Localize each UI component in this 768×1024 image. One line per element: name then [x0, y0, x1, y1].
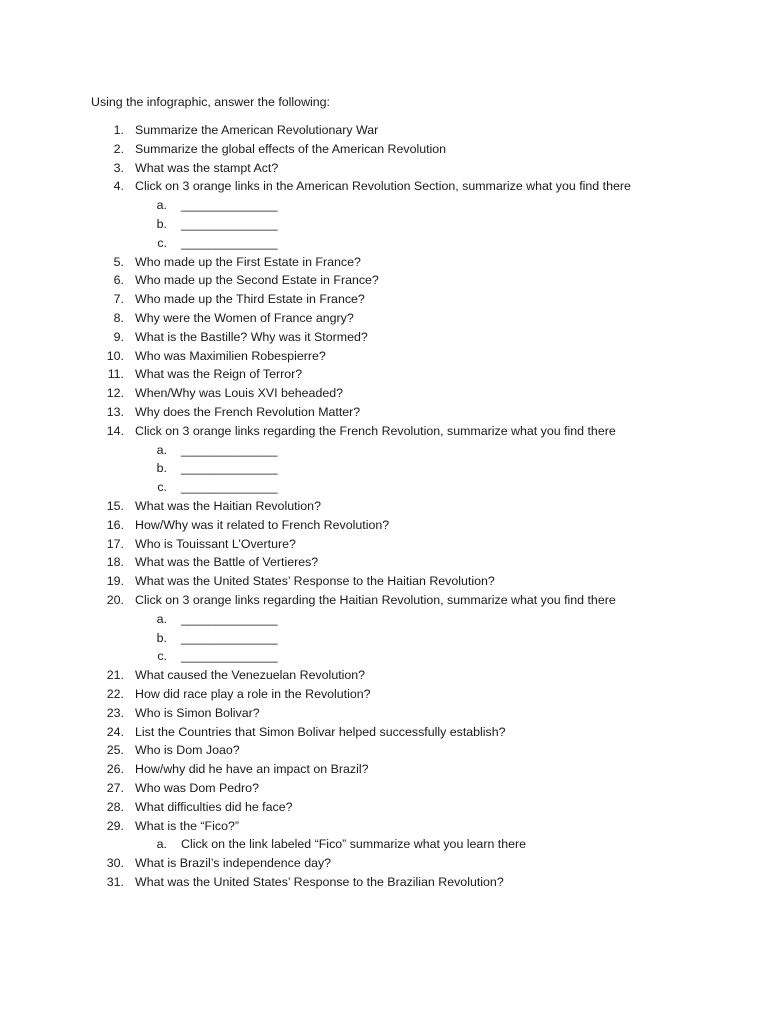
question-number: 22.	[106, 687, 124, 701]
question-number: 6.	[113, 273, 124, 288]
question-number: 2.	[113, 141, 124, 156]
question-number: 12.	[106, 386, 124, 401]
sub-item-label: a.	[156, 442, 167, 457]
question-text: What caused the Venezuelan Revolution?	[135, 668, 366, 683]
answer-blank: ______________	[181, 480, 278, 495]
sub-item-label: c.	[157, 235, 167, 250]
question-number: 9.	[113, 329, 124, 344]
sub-item-label: c.	[157, 480, 167, 495]
question-number: 26.	[106, 762, 124, 777]
question-text: Why does the French Revolution Matter?	[135, 405, 361, 419]
question-text: Who is Dom Joao?	[135, 743, 240, 758]
sub-item-label: c.	[157, 649, 167, 664]
question-text: Who made up the Third Estate in France?	[135, 292, 365, 307]
question-number: 11.	[107, 367, 124, 382]
question-number: 13.	[106, 405, 124, 419]
question-text: What difficulties did he face?	[135, 799, 293, 814]
sub-item-text: Click on the link labeled “Fico” summarize what you learn there	[181, 837, 527, 852]
question-text: Who was Maximilien Robespierre?	[135, 348, 326, 363]
answer-blank: ______________	[181, 611, 278, 626]
sub-item-label: a.	[156, 837, 167, 852]
question-text: Who made up the First Estate in France?	[135, 254, 361, 269]
question-number: 15.	[106, 499, 124, 513]
question-text: What was the stampt Act?	[135, 160, 279, 175]
answer-blank: ______________	[181, 649, 278, 664]
question-number: 7.	[113, 292, 124, 307]
question-text: Who is Simon Bolivar?	[135, 705, 260, 720]
question-number: 28.	[106, 799, 124, 814]
question-text: Summarize the American Revolutionary War	[135, 123, 379, 137]
question-number: 21.	[106, 668, 124, 683]
question-number: 27.	[106, 781, 124, 795]
sub-item-label: a.	[156, 198, 167, 213]
question-text: What is the “Fico?”	[135, 818, 239, 833]
question-number: 19.	[106, 574, 124, 589]
question-text: What was the Reign of Terror?	[135, 367, 303, 382]
worksheet-instructions: Using the infographic, answer the following:	[91, 95, 330, 109]
question-number: 3.	[113, 160, 124, 175]
question-number: 31.	[106, 875, 124, 889]
question-text: Who is Touissant L’Overture?	[135, 536, 296, 551]
question-text: Click on 3 orange links in the American Revolution Section, summarize what you find there	[135, 179, 631, 194]
question-number: 1.	[113, 123, 124, 137]
question-number: 8.	[113, 311, 124, 325]
question-number: 30.	[106, 856, 124, 871]
answer-blank: ______________	[181, 198, 278, 213]
question-number: 14.	[106, 423, 124, 438]
question-text: Who was Dom Pedro?	[135, 781, 259, 795]
question-number: 25.	[106, 743, 124, 758]
question-text: What is Brazil’s independence day?	[135, 856, 332, 871]
question-number: 16.	[106, 517, 124, 532]
question-number: 24.	[106, 724, 124, 739]
question-text: Click on 3 orange links regarding the French Revolution, summarize what you find there	[135, 423, 616, 438]
question-number: 18.	[106, 555, 124, 570]
question-number: 23.	[106, 705, 124, 720]
question-text: What was the United States’ Response to the Brazilian Revolution?	[135, 875, 504, 889]
question-number: 5.	[113, 254, 124, 269]
question-text: What was the United States’ Response to the Haitian Revolution?	[135, 574, 495, 589]
question-text: How did race play a role in the Revolution?	[135, 687, 371, 701]
question-text: Why were the Women of France angry?	[135, 311, 354, 325]
sub-item-label: b.	[156, 461, 167, 476]
question-number: 17.	[106, 536, 124, 551]
question-number: 4.	[113, 179, 124, 194]
question-text: What was the Haitian Revolution?	[135, 499, 321, 513]
sub-item-label: b.	[156, 217, 167, 231]
question-text: What was the Battle of Vertieres?	[135, 555, 319, 570]
question-text: How/why did he have an impact on Brazil?	[135, 762, 369, 777]
answer-blank: ______________	[181, 235, 278, 250]
answer-blank: ______________	[181, 630, 278, 645]
answer-blank: ______________	[181, 442, 278, 457]
question-number: 10.	[106, 348, 124, 363]
question-text: Click on 3 orange links regarding the Haitian Revolution, summarize what you find there	[135, 593, 616, 607]
sub-item-label: b.	[156, 630, 167, 645]
question-number: 29.	[106, 818, 124, 833]
question-text: When/Why was Louis XVI beheaded?	[135, 386, 344, 401]
sub-item-label: a.	[156, 611, 167, 626]
question-text: What is the Bastille? Why was it Stormed?	[135, 329, 368, 344]
question-text: List the Countries that Simon Bolivar helped successfully establish?	[135, 724, 506, 739]
question-text: Summarize the global effects of the American Revolution	[135, 141, 447, 156]
question-text: How/Why was it related to French Revolution?	[135, 517, 390, 532]
answer-blank: ______________	[181, 217, 278, 231]
question-number: 20.	[106, 593, 124, 607]
question-text: Who made up the Second Estate in France?	[135, 273, 379, 288]
answer-blank: ______________	[181, 461, 278, 476]
